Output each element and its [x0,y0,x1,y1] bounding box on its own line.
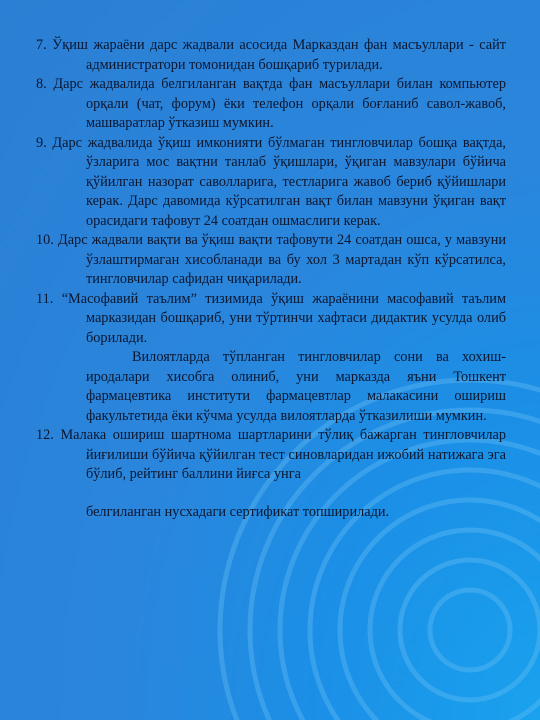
list-item [36,231,506,290]
item-text: Дарс жадвали вақти ва ўқиш вақти тафовути 24 соатдан ошса, у мавзуни ўзлаштирмаган хисобланади ва бу хол 3 мартадан кўп кўрсатилса, тингловчилар сафидан чиқарилади. [57,232,506,287]
item-text: Дарс жадвалида белгиланган вақтда фан масъуллари билан компьютер орқали (чат, форум) ёки телефон орқали боғланиб савол-жавоб, машваратлар ўтказиш мумкин. [53,76,506,131]
item-number: 10. [36,232,54,248]
item-number: 8. [36,76,47,92]
item-text: Ўқиш жараёни дарс жадвали асосида Марказдан фан масъуллари - сайт администратори томонидан бошқариб турилади. [52,37,507,73]
list-item [36,426,506,485]
item-number: 12. [36,427,54,443]
item-text: Дарс жадвалида ўқиш имконияти бўлмаган тингловчилар бошқа вақтда, ўзларига мос вақтни танлаб ўқишлари, ўқиган мавзулари бўйича қўйилган назорат саволларига, тестларига жавоб бериб қўйишлари керак. Дарс давомида кўрсатилган вақт билан мавзуни ўқиган вақт орасидаги тафовут 24 соатдан ошмаслиги керак. [52,134,506,229]
final-line: белгиланган нусхадаги сертификат топширилади. [86,503,390,520]
item-number: 9. [36,134,47,151]
list-item [36,134,506,232]
document-body [36,36,506,522]
item-text: Малака ошириш шартнома шартларини тўлиқ бажарган тингловчилар йиғилиши бўйича қўйилган тест синовларидан ижобий натижага эга бўлиб, рейтинг баллини йиғса унга [60,427,507,482]
list-item [36,75,506,134]
item-number: 11. [36,290,54,307]
item-number: 7. [36,37,47,53]
item-text: “Масофавий таълим” тизимида ўқиш жараёнини масофавий таълим марказидан бошқариб, уни тўртинчи хафтаси дидактик усулда олиб борилади. [61,290,506,346]
list-item [36,36,506,75]
list-item [36,290,506,349]
item-text: Вилоятларда тўпланган тингловчилар сони ва хохиш-иродалари хисобга олиниб, уни марказда яъни Тошкент фармацевтика институти фармацевтлар малакасини ошириш факультетида ёки кўчма усулда вилоятларда ўтказилиши мумкин. [86,349,506,424]
list-item-continuation [36,348,506,426]
